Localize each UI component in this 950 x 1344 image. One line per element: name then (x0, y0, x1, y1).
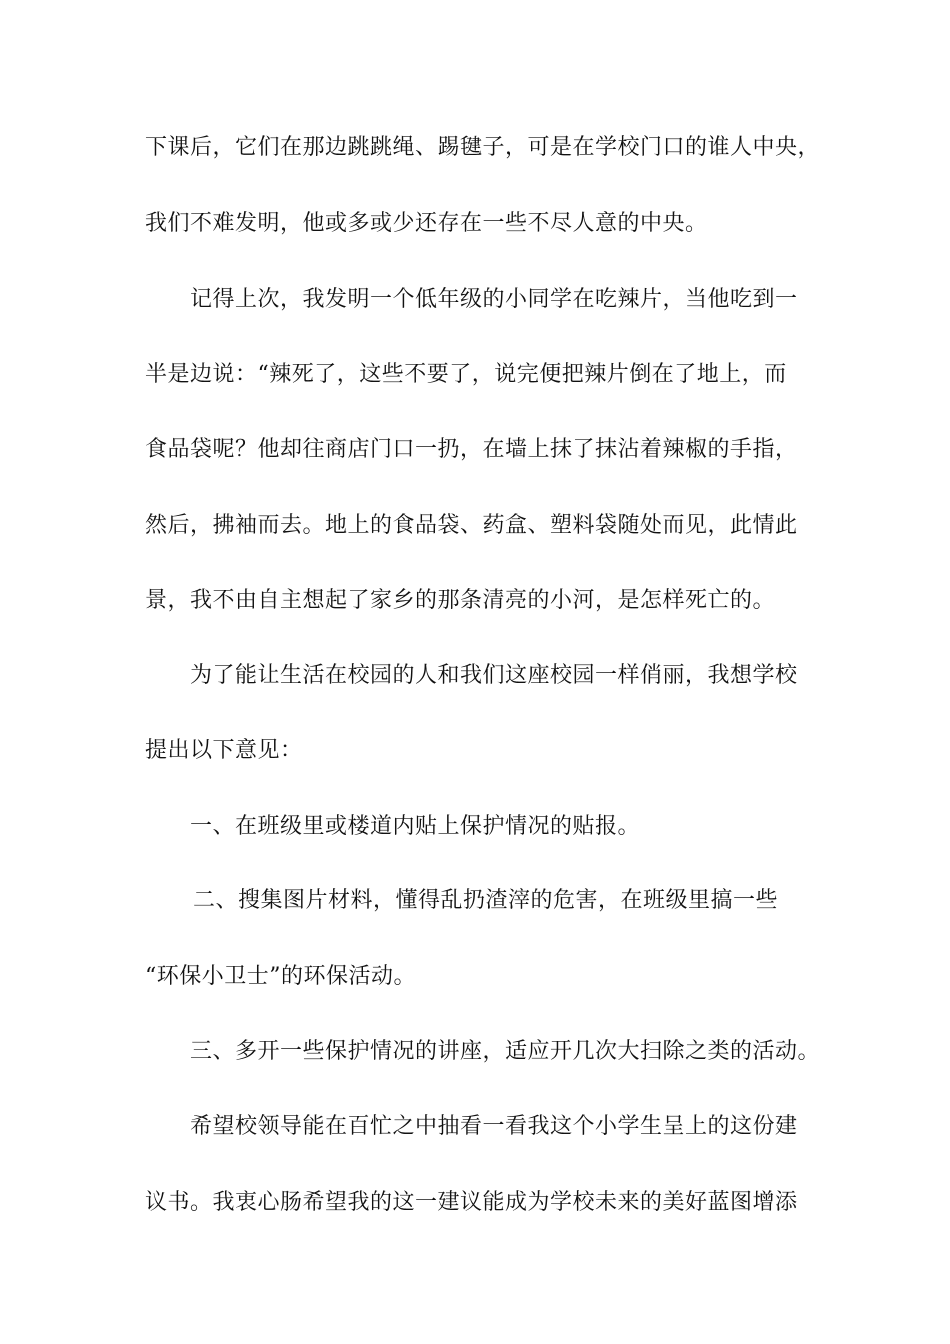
text-line: 下课后，它们在那边跳跳绳、踢毽子，可是在学校门口的谁人中央， (145, 135, 821, 160)
list-item-3: 三、多开一些保护情况的讲座，适应开几次大扫除之类的活动。 (190, 1039, 821, 1064)
list-item-1: 一、在班级里或楼道内贴上保护情况的贴报。 (190, 814, 641, 839)
list-item-2: 二、搜集图片材料，懂得乱扔渣滓的危害，在班级里搞一些 (193, 888, 779, 913)
text-line: 我们不难发明，他或多或少还存在一些不尽人意的中央。 (145, 211, 708, 236)
text-line: 提出以下意见： (145, 738, 303, 763)
paragraph-start-line: 记得上次，我发明一个低年级的小同学在吃辣片，当他吃到一 (190, 287, 798, 312)
text-line: 景，我不由自主想起了家乡的那条清亮的小河，是怎样死亡的。 (145, 588, 776, 613)
paragraph-start-line: 希望校领导能在百忙之中抽看一看我这个小学生呈上的这份建 (190, 1114, 798, 1139)
text-line: 议书。我衷心肠希望我的这一建议能成为学校未来的美好蓝图增添 (145, 1190, 798, 1215)
text-line: 食品袋呢？他却往商店门口一扔，在墙上抹了抹沾着辣椒的手指， (145, 437, 798, 462)
paragraph-start-line: 为了能让生活在校园的人和我们这座校园一样俏丽，我想学校 (190, 663, 798, 688)
text-line: 半是边说：“辣死了，这些不要了，说完便把辣片倒在了地上，而 (145, 362, 787, 387)
text-line: 然后，拂袖而去。地上的食品袋、药盒、塑料袋随处而见，此情此 (145, 513, 798, 538)
text-line: “环保小卫士”的环保活动。 (145, 964, 416, 989)
